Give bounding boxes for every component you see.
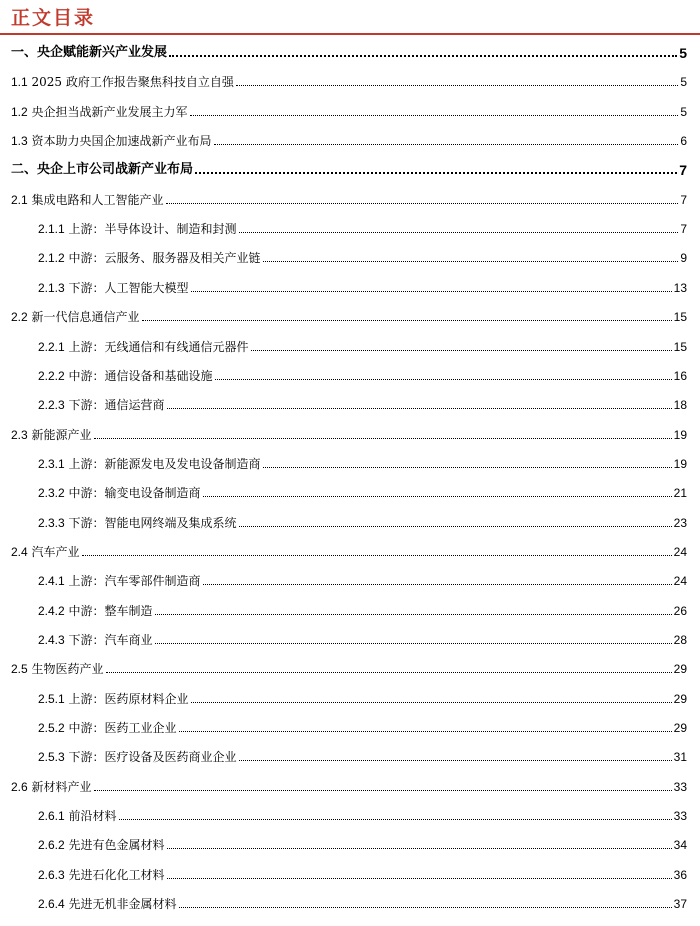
toc-leader-dots — [195, 171, 677, 174]
toc-entry-label — [0, 516, 237, 530]
toc-entry-label — [0, 809, 117, 823]
toc-leader-dots — [167, 407, 672, 409]
toc-entry-text: 下游：人工智能大模型 — [64, 280, 189, 295]
toc-entry-number: 2.1 — [11, 192, 28, 207]
toc-page-number: 24 — [673, 544, 687, 559]
toc-page-number: 15 — [673, 339, 687, 354]
toc-entry-number: 2.4 — [11, 544, 28, 559]
toc-page-number: 16 — [673, 368, 687, 383]
toc-entry-number: 2.3.3 — [38, 515, 65, 530]
toc-entry-number: 2.5.1 — [38, 691, 65, 706]
toc-entry-text: 上游：半导体设计、制造和封测 — [64, 222, 237, 237]
toc-entry-text: 央企上市公司战新产业布局 — [37, 162, 194, 178]
toc-leader-dots — [239, 525, 672, 527]
toc-entry-number: 2.6.4 — [38, 897, 65, 912]
toc-entry-number: 1.3 — [11, 134, 28, 149]
toc-page-number: 18 — [673, 398, 687, 413]
toc-leader-dots — [155, 613, 672, 615]
toc-entry-text: 上游：新能源发电及发电设备制造商 — [64, 456, 261, 471]
toc-entry-label — [0, 105, 188, 119]
toc-leader-dots — [263, 466, 672, 468]
toc-entry-number: 2.1.2 — [38, 251, 65, 266]
toc-page-number: 15 — [673, 310, 687, 325]
toc-leader-dots — [203, 583, 672, 585]
toc-leader-dots — [190, 114, 679, 116]
toc-entry-label — [0, 428, 92, 442]
toc-entry-number: 2.6 — [11, 779, 28, 794]
toc-page-number: 24 — [673, 574, 687, 589]
toc-leader-dots — [179, 730, 672, 732]
toc-page-number: 28 — [673, 633, 687, 647]
toc-entry-number: 一、 — [11, 45, 38, 60]
toc-entry-label — [0, 163, 193, 177]
toc-entry-text: 先进有色金属材料 — [64, 838, 165, 853]
toc-page-number: 37 — [673, 897, 687, 912]
toc-leader-dots — [203, 495, 672, 497]
toc-entry-text: 前沿材料 — [64, 809, 117, 824]
toc-entry[interactable] — [0, 247, 700, 265]
toc-entry-text: 2025 政府工作报告聚焦科技自立自强 — [27, 75, 234, 90]
toc-leader-dots — [179, 906, 672, 908]
toc-entry-label — [0, 46, 167, 60]
toc-entry-label — [0, 222, 237, 236]
toc-leader-dots — [214, 143, 679, 145]
toc-entry-text: 新一代信息通信产业 — [27, 310, 140, 325]
toc-entry-label — [0, 398, 165, 412]
toc-entry-text: 生物医药产业 — [27, 662, 104, 677]
toc-entry-label — [0, 692, 189, 706]
toc-page-number: 31 — [673, 750, 687, 765]
toc-leader-dots — [94, 789, 672, 791]
toc-entry-label — [0, 75, 234, 89]
toc-entry-number: 2.6.2 — [38, 838, 65, 853]
toc-entry[interactable] — [0, 101, 700, 119]
toc-page-number: 26 — [673, 603, 687, 618]
toc-entry-text: 资本助力央国企加速战新产业布局 — [27, 134, 212, 149]
toc-entry[interactable] — [0, 600, 700, 618]
toc-entry-number: 2.2.2 — [38, 368, 65, 383]
toc-entry-label — [0, 545, 80, 559]
toc-entry[interactable] — [0, 394, 700, 412]
toc-entry-text: 下游：通信运营商 — [64, 398, 165, 413]
toc-entry-label — [0, 897, 177, 911]
toc-page-number: 29 — [673, 721, 687, 736]
toc-entry[interactable] — [0, 159, 700, 177]
title-divider — [0, 33, 700, 35]
toc-leader-dots — [94, 437, 672, 439]
toc-entry-number: 2.5 — [11, 662, 28, 677]
toc-entry-number: 2.6.1 — [38, 809, 65, 824]
toc-entry-label — [0, 457, 261, 471]
toc-page-number: 34 — [673, 838, 687, 853]
toc-entry[interactable] — [0, 424, 700, 442]
toc-entry-label — [0, 838, 165, 852]
toc-entry-label — [0, 251, 261, 265]
toc-page-number: 36 — [673, 867, 687, 882]
toc-entry-number: 2.5.2 — [38, 721, 65, 736]
toc-entry-label — [0, 868, 165, 882]
toc-entry[interactable] — [0, 42, 700, 60]
toc-entry[interactable] — [0, 512, 700, 530]
toc-leader-dots — [263, 260, 679, 262]
toc-entry-text: 新能源产业 — [27, 427, 92, 442]
toc-leader-dots — [82, 554, 672, 556]
toc-entry[interactable] — [0, 541, 700, 559]
toc-entry-label — [0, 662, 104, 676]
toc-page-number: 29 — [673, 691, 687, 706]
toc-page-number: 7 — [680, 222, 687, 237]
toc-entry-label — [0, 281, 189, 295]
toc-leader-dots — [167, 847, 672, 849]
toc-entry-number: 2.5.3 — [38, 750, 65, 765]
toc-entry-text: 央企赋能新兴产业发展 — [37, 45, 168, 60]
toc-leader-dots — [166, 202, 679, 204]
toc-entry[interactable] — [0, 776, 700, 794]
toc-entry-text: 先进无机非金属材料 — [64, 897, 177, 912]
toc-entry-number: 2.2 — [11, 310, 28, 325]
toc-entry[interactable] — [0, 336, 700, 354]
toc-entry-text: 下游：医疗设备及医药商业企业 — [64, 750, 237, 765]
toc-entry-text: 央企担当战新产业发展主力军 — [27, 104, 188, 119]
toc-page-number: 29 — [673, 662, 687, 677]
toc-entry[interactable] — [0, 306, 700, 324]
toc-entry[interactable] — [0, 717, 700, 735]
toc-entry-label — [0, 574, 201, 588]
toc-entry-number: 2.2.1 — [38, 339, 65, 354]
toc-entry[interactable] — [0, 71, 700, 89]
toc-entry[interactable] — [0, 130, 700, 148]
toc-entry-number: 2.3 — [11, 427, 28, 442]
toc-entry-label — [0, 486, 201, 500]
toc-page-number: 13 — [673, 280, 687, 295]
toc-entry[interactable] — [0, 453, 700, 471]
toc-entry-label — [0, 134, 212, 148]
toc-entry-number: 2.3.2 — [38, 486, 65, 501]
toc-entry-label — [0, 721, 177, 735]
toc-entry-number: 1.1 — [11, 75, 28, 90]
toc-leader-dots — [155, 642, 672, 644]
toc-page-number: 7 — [679, 162, 687, 179]
toc-page-number: 21 — [673, 486, 687, 501]
toc-page-number: 19 — [673, 427, 687, 442]
toc-leader-dots — [239, 759, 672, 761]
toc-entry-text: 下游：智能电网终端及集成系统 — [64, 515, 237, 530]
toc-leader-dots — [142, 319, 672, 321]
toc-entry-text: 下游：汽车商业 — [64, 633, 153, 647]
toc-entry[interactable] — [0, 365, 700, 383]
toc-entry-label — [0, 633, 153, 647]
toc-entry-text: 中游：医药工业企业 — [64, 721, 177, 736]
toc-leader-dots — [239, 231, 679, 233]
toc-entry-text: 中游：通信设备和基础设施 — [64, 368, 213, 383]
toc-page-number: 7 — [680, 192, 687, 207]
toc-entry[interactable] — [0, 805, 700, 823]
toc-entry-text: 中游：整车制造 — [64, 603, 153, 618]
toc-entry-number: 2.2.3 — [38, 398, 65, 413]
toc-page-number: 5 — [679, 45, 687, 61]
toc-page-number: 19 — [673, 456, 687, 471]
toc-entry-number: 2.4.1 — [38, 574, 65, 589]
toc-leader-dots — [236, 84, 678, 86]
toc-entry[interactable] — [0, 570, 700, 588]
toc-entry-text: 上游：无线通信和有线通信元器件 — [64, 339, 249, 354]
toc-leader-dots — [215, 378, 672, 380]
toc-leader-dots — [251, 349, 672, 351]
toc-leader-dots — [167, 877, 672, 879]
toc-page-number: 5 — [680, 75, 687, 90]
toc-entry-number: 2.6.3 — [38, 867, 65, 882]
toc-leader-dots — [119, 818, 672, 820]
toc-entry-label — [0, 750, 237, 764]
toc-page-number: 5 — [680, 104, 687, 119]
toc-entry-number: 二、 — [11, 162, 38, 178]
toc-entry[interactable] — [0, 189, 700, 207]
toc-page-number: 9 — [680, 251, 687, 266]
toc-entry-text: 上游：汽车零部件制造商 — [64, 574, 201, 589]
toc-leader-dots — [169, 54, 677, 57]
toc-entry-number: 2.1.3 — [38, 280, 65, 295]
toc-entry-number: 1.2 — [11, 104, 28, 119]
toc-entry-text: 新材料产业 — [27, 779, 92, 794]
toc-page-number: 6 — [680, 134, 687, 149]
toc-entry-label — [0, 780, 92, 794]
toc-leader-dots — [191, 290, 672, 292]
toc-entry-text: 上游：医药原材料企业 — [64, 691, 189, 706]
toc-page-number: 23 — [673, 515, 687, 530]
toc-entry-label — [0, 193, 164, 207]
toc-page-number: 33 — [673, 779, 687, 794]
toc-entry-label — [0, 310, 140, 324]
toc-entry-number: 2.4.2 — [38, 603, 65, 618]
toc-entry-label — [0, 369, 213, 383]
toc-entry-label — [0, 340, 249, 354]
toc-entry-text: 集成电路和人工智能产业 — [27, 192, 164, 207]
toc-entry[interactable] — [0, 746, 700, 764]
toc-leader-dots — [106, 671, 672, 673]
toc-entry-text: 汽车产业 — [27, 544, 80, 559]
toc-entry[interactable] — [0, 864, 700, 882]
toc-entry[interactable] — [0, 658, 700, 676]
toc-entry-number: 2.4.3 — [38, 633, 65, 647]
toc-page-number: 33 — [673, 809, 687, 824]
toc-entry-number: 2.1.1 — [38, 222, 65, 237]
toc-entry[interactable] — [0, 482, 700, 500]
toc-entry-label — [0, 604, 153, 618]
toc-entry-text: 先进石化化工材料 — [64, 867, 165, 882]
toc-entry-text: 中游：云服务、服务器及相关产业链 — [64, 251, 261, 266]
toc-entry[interactable] — [0, 277, 700, 295]
page-title: 正文目录 — [11, 7, 96, 29]
toc-entry[interactable] — [0, 218, 700, 236]
toc-entry[interactable] — [0, 629, 700, 647]
toc-entry[interactable] — [0, 834, 700, 852]
toc-leader-dots — [191, 701, 672, 703]
toc-entry-text: 中游：输变电设备制造商 — [64, 486, 201, 501]
toc-entry[interactable] — [0, 893, 700, 911]
toc-entry[interactable] — [0, 688, 700, 706]
toc-entry-number: 2.3.1 — [38, 456, 65, 471]
